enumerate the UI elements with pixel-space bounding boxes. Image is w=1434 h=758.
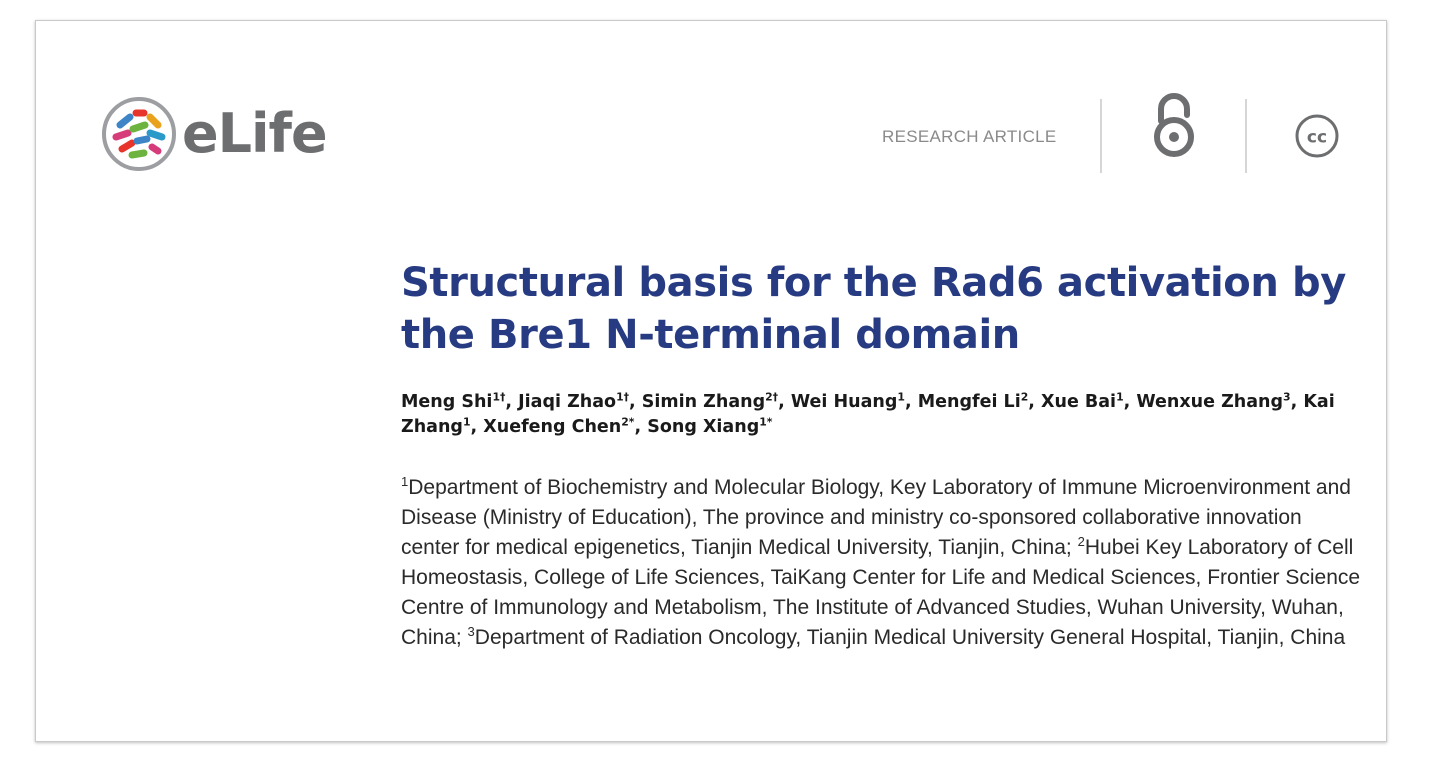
open-access-icon[interactable] (1151, 91, 1197, 159)
affiliation-list (401, 473, 1361, 653)
author-affiliation-marker: 3 (1283, 390, 1291, 404)
author-affiliation-marker: 1* (759, 415, 773, 429)
affiliation-marker: 2 (1077, 533, 1085, 549)
author-affiliation-marker: 1† (616, 390, 630, 404)
elife-wordmark: eLife (182, 102, 327, 165)
author-name[interactable]: Wenxue Zhang (1136, 392, 1284, 412)
article-page (35, 20, 1387, 742)
author-name[interactable]: Jiaqi Zhao (518, 392, 617, 412)
author-list: Meng Shi$^{1\dagger}$, Jiaqi Zhao$^{1\dagger}$, Simin Zhang$^{2\dagger}$, Wei Huang$^1$, Mengfei Li$^2$, Xue Bai$^1$, Wenxue Zhang$^3$, Kai Zhang$^1$, Xuefeng Chen$^{2*}$, Song Xiang$^{1*}$ (401, 390, 1335, 437)
author-affiliation-marker: 2† (765, 390, 779, 404)
affiliation-text: Department of Radiation Oncology, Tianjin Medical University General Hospital, Tianjin, China (474, 626, 1346, 649)
author-name[interactable]: Kai Zhang (401, 392, 1335, 437)
author-affiliation-marker: 1† (492, 390, 506, 404)
affiliation-marker: 3 (467, 623, 475, 639)
header-divider (1245, 99, 1247, 173)
affiliation-text: Department of Biochemistry and Molecular Biology, Key Laboratory of Immune Microenvironment and Disease (Ministry of Education), The province and ministry co-sponsored collaborative innovation center for medical epigenetics, Tianjin Medical University, Tianjin, China; (401, 476, 1351, 559)
header-divider (1100, 99, 1102, 173)
affiliation-text: Hubei Key Laboratory of Cell Homeostasis, College of Life Sciences, TaiKang Center for Life and Medical Sciences, Frontier Science Centre of Immunology and Metabolism, The Institute of Advanced Studies, Wuhan University, Wuhan, China; (401, 536, 1361, 649)
elife-badge-icon (100, 95, 178, 173)
article-title: Structural basis for the Rad6 activation by the Bre1 N-terminal domain (401, 260, 1346, 358)
author-affiliation-marker: 1 (897, 390, 905, 404)
author-affiliation-marker: 2* (621, 415, 635, 429)
author-affiliation-marker: 1 (462, 415, 471, 429)
author-affiliation-marker: 2 (1020, 390, 1029, 404)
author-name[interactable]: Simin Zhang (641, 392, 766, 412)
elife-logo[interactable] (100, 95, 327, 173)
affiliation-marker: 1 (401, 473, 409, 489)
author-name[interactable]: Xue Bai (1041, 392, 1117, 412)
author-name[interactable]: Wei Huang (790, 392, 898, 412)
author-name[interactable]: Mengfei Li (917, 392, 1021, 412)
author-name[interactable]: Meng Shi (401, 392, 493, 412)
author-affiliation-marker: 1 (1116, 390, 1124, 404)
author-name[interactable]: Song Xiang (647, 417, 760, 437)
creative-commons-icon[interactable] (1294, 113, 1340, 159)
cc-label: cc (1306, 127, 1328, 148)
article-type-label: RESEARCH ARTICLE (882, 127, 1057, 146)
author-name[interactable]: Xuefeng Chen (483, 417, 622, 437)
